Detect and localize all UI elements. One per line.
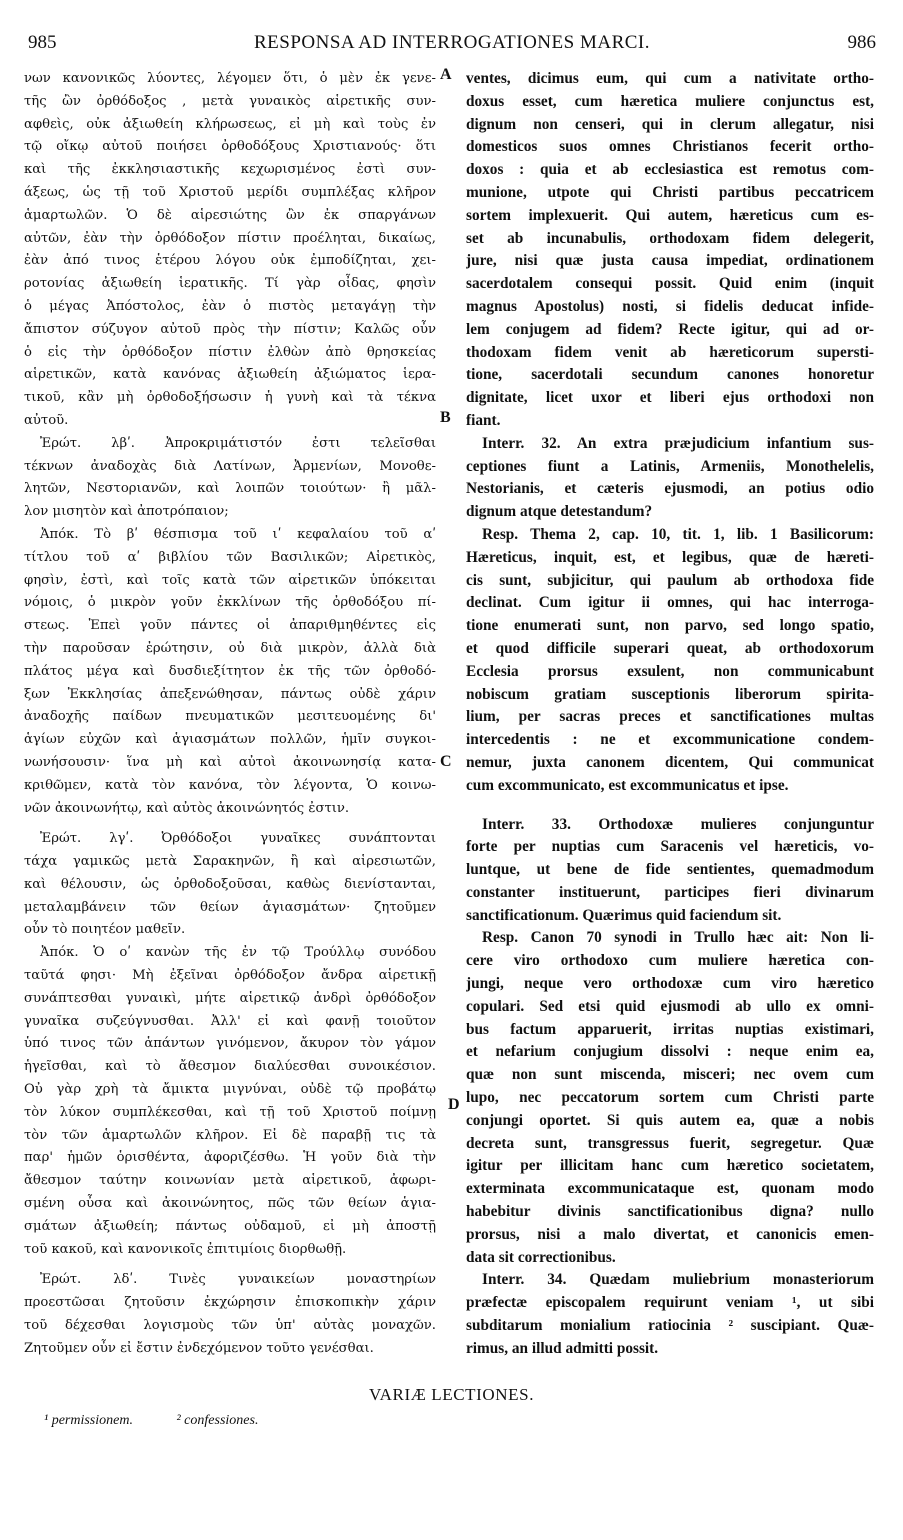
text-line: ξων Ἐκκλησίας ἀπεξενώθησαν, πάντως οὐδὲ χάριν (24, 686, 436, 702)
text-line: igitur per illicitam hanc cum hæretico societatem, (466, 1157, 874, 1175)
margin-marker-a: A (440, 66, 452, 83)
text-line: λητῶν, Νεστοριανῶν, καὶ λοιπῶν τοιούτων· ἢ μᾶλ- (24, 481, 436, 497)
text-line: Ἐρώτ. λγʹ. Ὀρθόδοξοι γυναῖκες συνάπτονται (40, 831, 436, 847)
text-line: Interr. 34. Quædam muliebrium monasteriorum (482, 1271, 874, 1289)
text-line: τῷ οἴκῳ αὐτοῦ ποιήσει ὀρθοδόξους Χριστιανούς· ὅτι (24, 139, 436, 155)
text-line: ceptiones fiunt a Latinis, Armeniis, Monothelelis, (466, 457, 874, 475)
text-line: dignum non censeri, qui in clerum allegatur, nisi (466, 115, 874, 133)
paragraph-gap (24, 1261, 436, 1269)
text-line: ἡγεῖσθαι, καὶ τὸ ἄθεσμον διαλύεσθαι συνοικέσιον. (24, 1059, 436, 1075)
text-line: κριθῶμεν, κατὰ τὸν κανόνα, τὸν λέγοντα, Ὁ κοινω- (24, 777, 436, 793)
text-line: ροτονίας ἀξιωθείη ἱερατικῆς. Τί γὰρ οἶδας, φησὶν (24, 276, 436, 292)
text-line: καὶ θέλουσιν, ὡς ὀρθοδοξοῦσαι, καθὼς διενίστανται, (24, 876, 436, 892)
text-line: αὐτῶν, ἐὰν τὴν ὀρθόδοξον πίστιν προέληται, δικαίως, (24, 230, 436, 246)
margin-marker-c: C (440, 753, 452, 770)
text-line: σμένη οὖσα καὶ ἀκοινώνητος, πῶς τῶν θείων ἁγια- (24, 1196, 436, 1212)
page-number-left: 985 (28, 32, 57, 53)
greek-column (24, 68, 436, 1361)
page-number-right: 986 (847, 32, 876, 53)
text-line: decreta sunt, transgressus fuerit, segregetur. Quæ (466, 1134, 874, 1152)
text-line: set ab incunabulis, orthodoxam fidem delegerit, (466, 229, 874, 247)
latin-column (466, 68, 874, 1361)
text-line: magnus Apostolus) nosti, si fidelis deducat infide- (466, 297, 874, 315)
text-line: fiant. (466, 411, 501, 429)
text-line: et quod difficile superari queat, ab orthodoxorum (466, 639, 874, 657)
text-line: ἄθεσμον ταύτην κοινωνίαν μετὰ αἱρετικοῦ, ἀφωρι- (24, 1173, 436, 1189)
text-line: στεως. Ἐπεὶ γοῦν πάντες οἱ ἀπαριθμηθέντες εἰς (24, 618, 436, 634)
text-line: ἐὰν ἀπό τινος ἑτέρου λόγου οὐκ ἐμποδίζηται, χει- (24, 253, 436, 269)
text-line: τὸν τῶν ἁμαρτωλῶν κλῆρον. Εἰ δὲ παραβῇ τις τὰ (24, 1127, 436, 1143)
text-line: Interr. 32. An extra præjudicium infantium sus- (482, 434, 874, 452)
text-line: Ζητοῦμεν οὖν εἰ ἔστιν ἐνδεχόμενον τοῦτο γενέσθαι. (24, 1340, 374, 1356)
text-line: τὴν παροῦσαν ἐρώτησιν, οὐ διὰ μικρὸν, ἀλλὰ διὰ (24, 640, 436, 656)
text-line: cere viro orthodoxo cum muliere hæretica con- (466, 952, 874, 970)
text-line: Οὐ γὰρ χρὴ τὰ ἄμικτα μιγνύναι, οὐδὲ τῷ προβάτῳ (24, 1082, 436, 1098)
text-line: πλάτος μέγα καὶ δυσδιεξίτητον ἐκ τῆς τῶν ὀρθοδό- (24, 663, 436, 679)
text-line: ταῦτά φησι· Μὴ ἐξεῖναι ὀρθόδοξον ἄνδρα αἱρετικῇ (24, 968, 436, 984)
text-line: bus factum apparuerit, irritas nuptias existimari, (466, 1020, 874, 1038)
text-line: rimus, an illud admitti possit. (466, 1339, 659, 1357)
footnotes (44, 1413, 298, 1429)
text-line: thodoxam fidem venit ab hæreticorum supersti- (466, 343, 874, 361)
paragraph-gap (466, 798, 874, 814)
text-line: habebitur divinis sanctificationibus digna? nullo (466, 1203, 874, 1221)
text-line: Ἐρώτ. λβʹ. Ἀπροκριμάτιστόν ἐστι τελεῖσθαι (40, 435, 436, 451)
text-line: Resp. Canon 70 synodi in Trullo hæc ait: Non li- (482, 929, 874, 947)
text-line: τὸν λύκον συμπλέκεσθαι, καὶ τῇ τοῦ Χριστοῦ ποίμνῃ (24, 1104, 436, 1120)
text-line: τῆς ὢν ὀρθόδοξος , μετὰ γυναικὸς αἱρετικῆς συν- (24, 93, 436, 109)
text-line: σμάτων ἀξιωθείη; πάντως οὐδαμοῦ, εἰ μὴ ἀποστῇ (24, 1218, 436, 1234)
text-line: φησὶν, ἐστὶ, καὶ τοῖς κατὰ τῶν αἱρετικῶν ὑπόκειται (24, 572, 436, 588)
page-header (28, 32, 876, 62)
text-line: domesticos suos omnes Christianos fecerit ortho- (466, 138, 874, 156)
text-line: declinat. Cum igitur ii omnes, qui hac interroga- (466, 594, 874, 612)
text-line: προεστῶσαι ζητοῦσιν ἐκχώρησιν ἐπισκοπικὴν χάριν (24, 1295, 436, 1311)
text-line: munione, utpote qui Christi partibus peccatricem (466, 183, 874, 201)
text-line: τάχα γαμικῶς μετὰ Σαρακηνῶν, ἢ καὶ αἱρεσιωτῶν, (24, 854, 436, 870)
text-line: αὐτοῦ. (24, 412, 69, 428)
text-line: παρ' ἡμῶν ὁρισθέντα, ἀφοριζέσθω. Ἡ γοῦν διὰ τὴν (24, 1150, 436, 1166)
text-line: μεταλαμβάνειν τῶν θείων ἁγιασμάτων· ζητοῦμεν (24, 899, 436, 915)
text-line: ὁ μέγας Ἀπόστολος, ἐὰν ὁ πιστὸς μεταγάγῃ τὴν (24, 298, 436, 314)
text-line: doxus esset, cum hæretica muliere conjunctus est, (466, 92, 874, 110)
text-line: Hæreticus, inquit, est, et legibus, quæ de hæreti- (466, 548, 874, 566)
text-line: conjungi oportet. Si quis autem ea, quæ a nobis (466, 1111, 874, 1129)
text-line: τικοῦ, κἂν μὴ ὀρθοδοξήσωσιν ἡ γυνὴ καὶ τὰ τέκνα (24, 390, 436, 406)
text-line: αἱρετικῶν, κατὰ κανόνας ἀξιωθείη ἀξιώματος ἱερα- (24, 367, 436, 383)
text-line: καὶ τῆς ἐκκλησιαστικῆς κεχωρισμένος ἐστὶ συν- (24, 162, 436, 178)
text-line: Ἐρώτ. λδʹ. Τινὲς γυναικείων μοναστηρίων (40, 1272, 436, 1288)
text-line: ὁ εἰς τὴν ὀρθόδοξον πίστιν ἐλθὼν ἀπὸ θρησκείας (24, 344, 436, 360)
text-line: jungi, neque vero orthodoxæ cum viro hæretico (466, 975, 874, 993)
text-line: νόμοις, ὁ μικρὸν γοῦν ἐκκλίνων τῆς ὀρθοδόξου πί- (24, 595, 436, 611)
text-line: constanter instituerunt, participes fieri divinarum (466, 883, 874, 901)
text-line: intercedentis : ne et excommunicatione condem- (466, 731, 874, 749)
text-line: ὑπό τινος τῶν ἁπάντων γινόμενον, ἄκυρον τὸν γάμον (24, 1036, 436, 1052)
text-line: Interr. 33. Orthodoxæ mulieres conjunguntur (482, 815, 874, 833)
text-line: τίτλου τοῦ αʹ βιβλίου τῶν Βασιλικῶν; Αἱρετικὸς, (24, 549, 436, 565)
text-line: γυναῖκα συζεύγνυσθαι. Ἀλλ' εἰ καὶ φανῇ τοιοῦτον (24, 1013, 436, 1029)
text-line: et nefarium conjugium dissolvi : neque enim ea, (466, 1043, 874, 1061)
text-line: νων κανονικῶς λύοντες, λέγομεν ὅτι, ὁ μὲν ἐκ γενε- (24, 71, 436, 86)
text-line: dignum atque detestandum? (466, 503, 653, 521)
text-line: quæ non sunt miscenda, misceri; nec ovem cum (466, 1066, 874, 1084)
text-line: ἄπιστον σύζυγον αὐτοῦ πρὸς τὴν πίστιν; Καλῶς οὖν (24, 321, 436, 337)
text-line: αφθεὶς, οὐκ ἀξιωθείη κλήρωσεως, εἰ μὴ καὶ τοὺς ἐν (24, 116, 436, 132)
text-line: άξεως, ὡς τῇ τοῦ Χριστοῦ μερίδι συμπλέξας κλῆρον (24, 184, 436, 200)
text-line: Ecclesia prorsus exsulent, non communicabunt (466, 662, 874, 680)
text-line: jure, nisi quæ justa causa impediat, ordinationem (466, 252, 874, 270)
text-line: οὖν τὸ ποιητέον μαθεῖν. (24, 922, 186, 938)
text-line: subditarum monialium ratiocinia ² suscipiant. Quæ- (466, 1317, 874, 1335)
text-line: ventes, dicimus eum, qui cum a nativitate ortho- (466, 70, 874, 87)
text-line: Nestorianis, et cæteris ejusmodi, an potius odio (466, 480, 874, 498)
margin-marker-d: D (448, 1096, 460, 1113)
variae-lectiones-heading: VARIÆ LECTIONES. (368, 1385, 535, 1404)
text-line: τοῦ δέχεσθαι λογισμοὺς τῶν ὑπ' αὐτὰς μοναχῶν. (24, 1318, 436, 1334)
text-line: forte per nuptias cum Saracenis vel hæreticis, vo- (466, 838, 874, 856)
text-line: copulari. Sed etsi quid ejusmodi ab ullo ex omni- (466, 997, 874, 1015)
text-line: doxos : quia et ab ecclesiastica est remotus com- (466, 161, 874, 179)
text-line: lium, per sacras preces et sanctificationes multas (466, 708, 874, 726)
text-line: τέκνων ἀναδοχὰς διὰ Λατίνων, Ἀρμενίων, Μονοθε- (24, 458, 436, 474)
text-line: sanctificationum. Quærimus quid faciendum sit. (466, 906, 782, 924)
text-line: data sit correctionibus. (466, 1248, 616, 1266)
text-line: sortem implexuerit. Qui autem, hæreticus cum es- (466, 206, 874, 224)
text-line: Resp. Thema 2, cap. 10, tit. 1, lib. 1 Basilicorum: (482, 525, 874, 543)
text-line: lem conjugem ad fidem? Recte igitur, qui ad or- (466, 320, 874, 338)
margin-marker-b: B (440, 409, 451, 426)
text-line: συνάπτεσθαι γυναικὶ, μήτε αἱρετικῷ ἀνδρὶ ὀρθόδοξον (24, 990, 436, 1006)
text-line: dignitate, licet uxor et liberi ejus orthodoxi non (466, 389, 874, 407)
text-line: ἁγίων εὐχῶν καὶ ἁγιασμάτων πολλῶν, ἡμῖν συγκοι- (24, 732, 436, 748)
text-line: nemur, juxta canonem dicentem, Qui communicat (466, 753, 874, 771)
paragraph-gap (24, 820, 436, 828)
text-line: Ἀπόκ. Ὁ οʹ κανὼν τῆς ἐν τῷ Τρούλλῳ συνόδου (40, 945, 436, 961)
text-line: Ἀπόκ. Τὸ βʹ θέσπισμα τοῦ ιʹ κεφαλαίου τοῦ αʹ (40, 526, 436, 542)
text-line: præfectæ episcopalem requirunt veniam ¹, ut sibi (466, 1294, 874, 1312)
footnote-2: ² confessiones. (176, 1413, 259, 1428)
text-line: exterminata excommunicataque est, quonam modo (466, 1180, 874, 1198)
text-line: ἀναδοχῆς παίδων πνευματικῶν μεσιτευομένης δι' (24, 709, 436, 725)
text-line: prorsus, nisi a malo divertat, et canonicis emen- (466, 1225, 874, 1243)
footnote-1: ¹ permissionem. (44, 1413, 133, 1428)
text-line: lupo, nec peccatorum sortem cum Christi parte (466, 1089, 874, 1107)
text-line: nobiscum gratiam susceptionis liberorum spirita- (466, 685, 874, 703)
text-line: tione enumerati sunt, non parvo, sed longo spatio, (466, 617, 874, 635)
running-title: RESPONSA AD INTERROGATIONES MARCI. (254, 32, 650, 53)
text-line: τοῦ κακοῦ, καὶ κανονικοῖς ἐπιτιμίοις διορθωθῇ. (24, 1241, 347, 1257)
text-line: ἁμαρτωλῶν. Ὁ δὲ αἱρεσιώτης ὢν ἐκ σπαργάνων (24, 207, 436, 223)
text-line: νωνήσουσιν· ἵνα μὴ καὶ αὐτοὶ ἀκοινωνησίᾳ κατα- (24, 754, 436, 770)
text-line: luntque, ut bene de fide sentientes, quemadmodum (466, 861, 874, 879)
text-line: νῶν ἀκοινωνήτῳ, καὶ αὐτὸς ἀκοινώνητός ἐστιν. (24, 800, 350, 816)
text-line: tione, sacerdotali secundum canones honoretur (466, 366, 874, 384)
text-line: cis sunt, subjicitur, qui paulum ab orthodoxa fide (466, 571, 874, 589)
text-line: sacerdotalem consequi possit. Quid enim (inquit (466, 275, 874, 293)
text-line: λον μισητὸν καὶ ἀποτρόπαιον; (24, 504, 229, 520)
text-line: cum excommunicato, est excommunicatus et ipse. (466, 776, 789, 794)
